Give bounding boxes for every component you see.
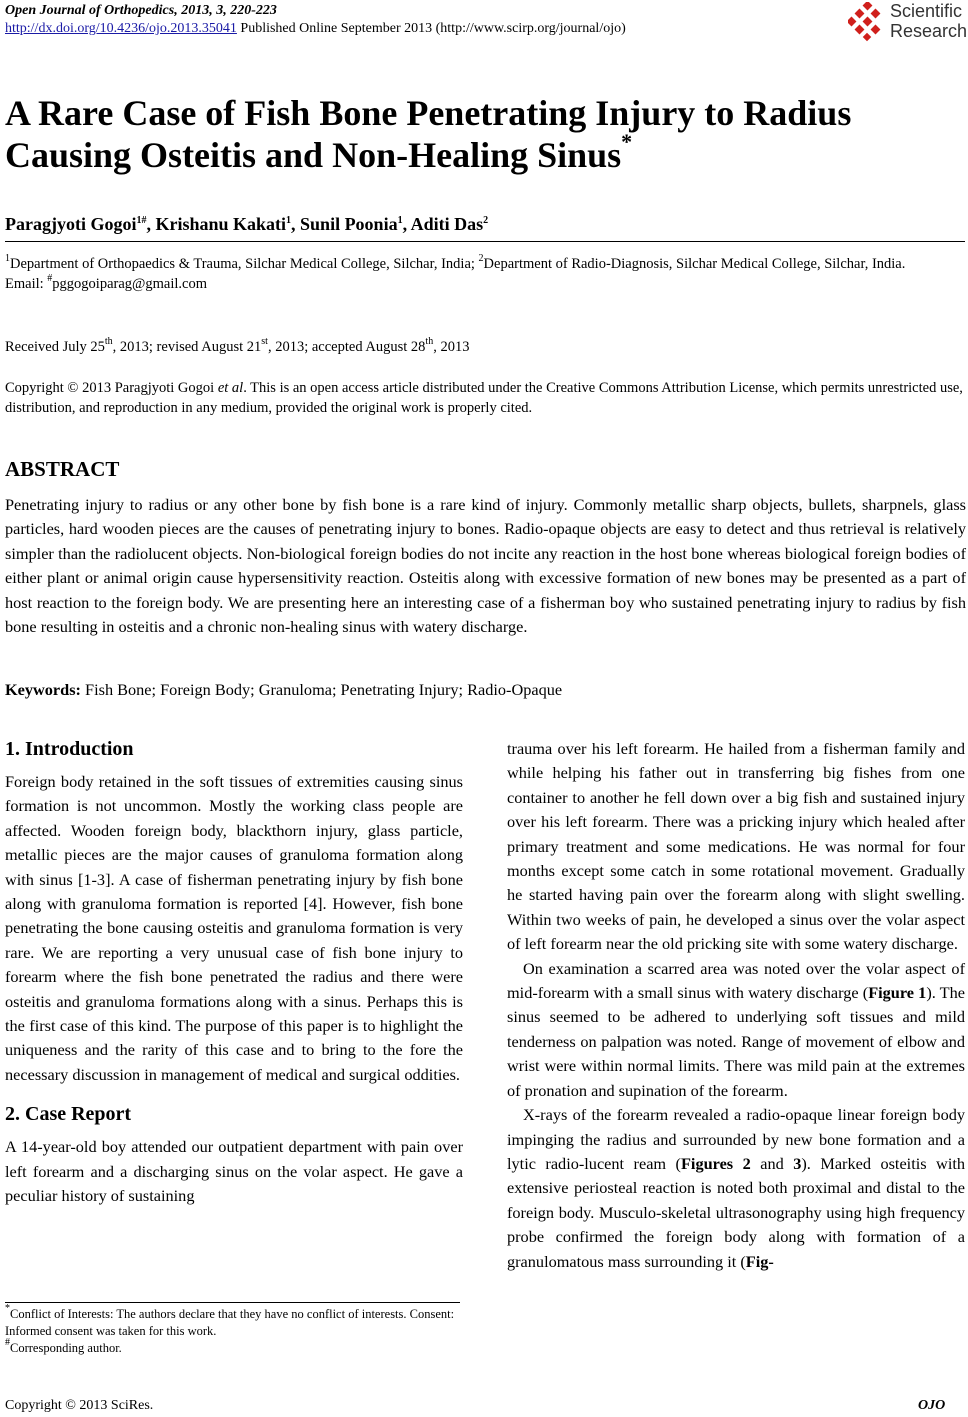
received-sup-3: th [425,336,434,347]
title-line-2 [5,129,965,176]
footnote-2-mark: # [5,1337,10,1348]
affiliation-line [5,254,967,274]
logo-line-1: Scientific [890,1,963,21]
copyright-pre: Copyright © 2013 Paragjyoti Gogoi [5,380,218,396]
abstract-text: Penetrating injury to radius or any other bone by fish bone is a rare kind of injury. Commonly metallic sharp objects, bullets, sharpnels, glass particles, hard wooden pieces are the causes of penetrating injury to bones. Radio-opaque objects are easy to detect and thus retrieval is relatively simpler than the radiolucent objects. Non-biological foreign bodies do not incite any reaction in the host bone whereas biological foreign bodies of either plant or animal origin cause hypersensitivity reaction. Osteitis along with excessive formation of new bones may be presented as a part of host reaction to the foreign body. We are presenting here an interesting case of a fisherman boy who sustained penetrating injury to radius by fish bone resulting in osteitis and a chronic non-healing sinus with watery discharge. [5,495,966,637]
keywords [5,679,562,701]
footnote-conflict [5,1303,465,1340]
author-4-sup: 2 [483,215,489,226]
journal-citation [5,2,277,19]
aff-sup-1: 1 [5,253,10,264]
scientific-research-logo [848,0,968,44]
article-title [5,92,965,176]
aff-dept-2: Department of Radio-Diagnosis, Silchar Medical College, Silchar, India. [483,256,906,272]
p2-text-post: ). The sinus seemed to be adhered to underlying soft tissues and mild tenderness on palpation was noted. Range of movement of elbow and wrist were within normal limits. There was mild pain at the extremes of pronation and supination of the forearm. [507,983,965,1100]
copyright-post: . This is an open access article distributed under the Creative Commons Attribution License, which permits unrestricted use, distribution, and reproduction in any medium, provided the original work is properly cited. [5,380,963,416]
journal-volume: , 2013, 3, 220-223 [174,3,277,18]
email-label: Email: [5,276,48,292]
author-3-sup: 1 [397,215,403,226]
received-text-2: , 2013; revised August 21 [112,339,262,355]
author-divider [5,241,965,242]
author-4: , Aditi Das [402,214,484,234]
section-case-report-heading: 2. Case Report [5,1103,132,1126]
figure-3-ref[interactable]: 3 [793,1153,802,1173]
author-2: , Krishanu Kakati [146,214,287,234]
left-column [5,736,463,1209]
received-text-1: Received July 25 [5,339,105,355]
logo-text [890,1,967,41]
published-info: Published Online September 2013 (http://www.scirp.org/journal/ojo) [236,21,626,36]
abstract-heading: ABSTRACT [5,457,120,481]
footnote-divider [5,1302,460,1303]
doi-link[interactable]: http://dx.doi.org/10.4236/ojo.2013.35041 [5,21,237,36]
email-sup: # [47,273,53,284]
title-footnote-mark: * [621,129,633,154]
p3-text-mid: and [750,1153,794,1173]
email-address[interactable]: pggogoiparag@gmail.com [52,276,207,292]
author-2-sup: 1 [286,215,292,226]
p3-text-post: ). Marked osteitis with extensive periosteal reaction is noted both proximal and distal to the foreign body. Musculo-skeletal ultrasonography using high frequency probe confirmed the foreign body along with formation of a granulomatous mass surrounding it ( [507,1153,966,1271]
introduction-paragraph: Foreign body retained in the soft tissues of extremities causing sinus formation is not uncommon. Mostly the working class people are affected. Wooden foreign body, blackthorn injury, glass particle, metallic pieces are the major causes of granuloma formation along with sinus [1-3]. A case of fisherman penetrating injury by fish bone along with granuloma formation is reported [4]. However, fish bone penetrating the bone causing osteitis and granuloma formation is very rare. We are reporting a very unusual case of fish bone injury to forearm where the fish bone penetrated the radius and there were osteitis and granuloma formations along with a sinus. Perhaps this is the first case of this kind. The purpose of this paper is to highlight the uniqueness and the rarity of this case and to bring to the fore the necessary discussion in management of medical and surgical oddities. [5,772,463,1084]
received-dates [5,337,469,357]
footer-copyright: Copyright © 2013 SciRes. [5,1398,154,1413]
doi-line [5,20,626,37]
footnotes [5,1303,465,1357]
received-sup-1: th [104,336,113,347]
right-paragraph-2 [507,957,965,1103]
p3-text-pre: X-rays of the forearm revealed a radio-opaque linear foreign body impinging the radius and surrounded by new bone formation and a lytic radio-lucent ream ( [507,1105,965,1173]
author-1: Paragjyoti Gogoi [5,214,137,234]
keywords-text: Fish Bone; Foreign Body; Granuloma; Penetrating Injury; Radio-Opaque [80,680,563,699]
received-sup-2: st [261,336,268,347]
aff-dept-1: Department of Orthopaedics & Trauma, Silchar Medical College, Silchar, India; [10,256,479,272]
figure-4-ref[interactable]: Fig- [745,1251,774,1271]
right-paragraph-3 [507,1103,965,1274]
received-text-3: , 2013; accepted August 28 [267,339,426,355]
section-introduction-heading: 1. Introduction [5,738,134,760]
copyright-etal: et al [217,380,244,396]
affiliations [5,254,967,294]
logo-mark-icon [848,2,888,42]
author-3: , Sunil Poonia [291,214,398,234]
copyright-notice [5,378,967,418]
journal-name: Open Journal of Orthopedics [5,3,175,18]
case-report-paragraph: A 14-year-old boy attended our outpatient department with pain over left forearm and a discharging sinus on the volar aspect. He gave a peculiar history of sustaining [5,1137,463,1206]
author-list [5,213,488,235]
footnote-1-text: Conflict of Interests: The authors declare that they have no conflict of interests. Consent: Informed consent was taken for this work. [5,1307,455,1338]
right-paragraph-1: trauma over his left forearm. He hailed from a fisherman family and while helping his father out in transferring big fishes from one container to another he fell down over a big fish and sustained injury over his left forearm. There was a pricking injury which healed after primary treatment and some medications. He was normal for four months except some catch in some rotational movement. Gradually he started having pain over the forearm along with slight swelling. Within two weeks of pain, he developed a sinus over the volar aspect of left forearm near the old pricking site with some watery discharge. [507,739,965,954]
received-text-4: , 2013 [433,339,470,355]
logo-line-2: Research [890,21,968,41]
right-column [507,737,965,1274]
footnote-corresponding [5,1337,465,1357]
footer-journal-abbr: OJO [918,1398,946,1413]
p2-text-pre: On examination a scarred area was noted over the volar aspect of mid-forearm with a small sinus with watery discharge ( [507,958,965,1003]
title-line-1: A Rare Case of Fish Bone Penetrating Injury to Radius [5,93,852,133]
footnote-1-mark: * [5,1303,10,1314]
email-line [5,274,967,294]
figure-2-ref[interactable]: Figures 2 [680,1153,751,1173]
author-1-sup: 1# [136,215,147,226]
title-line-2-text: Causing Osteitis and Non-Healing Sinus [5,135,622,175]
aff-sup-2: 2 [478,253,484,264]
footnote-2-text: Corresponding author. [10,1341,122,1355]
figure-1-ref[interactable]: Figure 1 [868,983,927,1003]
keywords-label: Keywords: [5,680,81,699]
